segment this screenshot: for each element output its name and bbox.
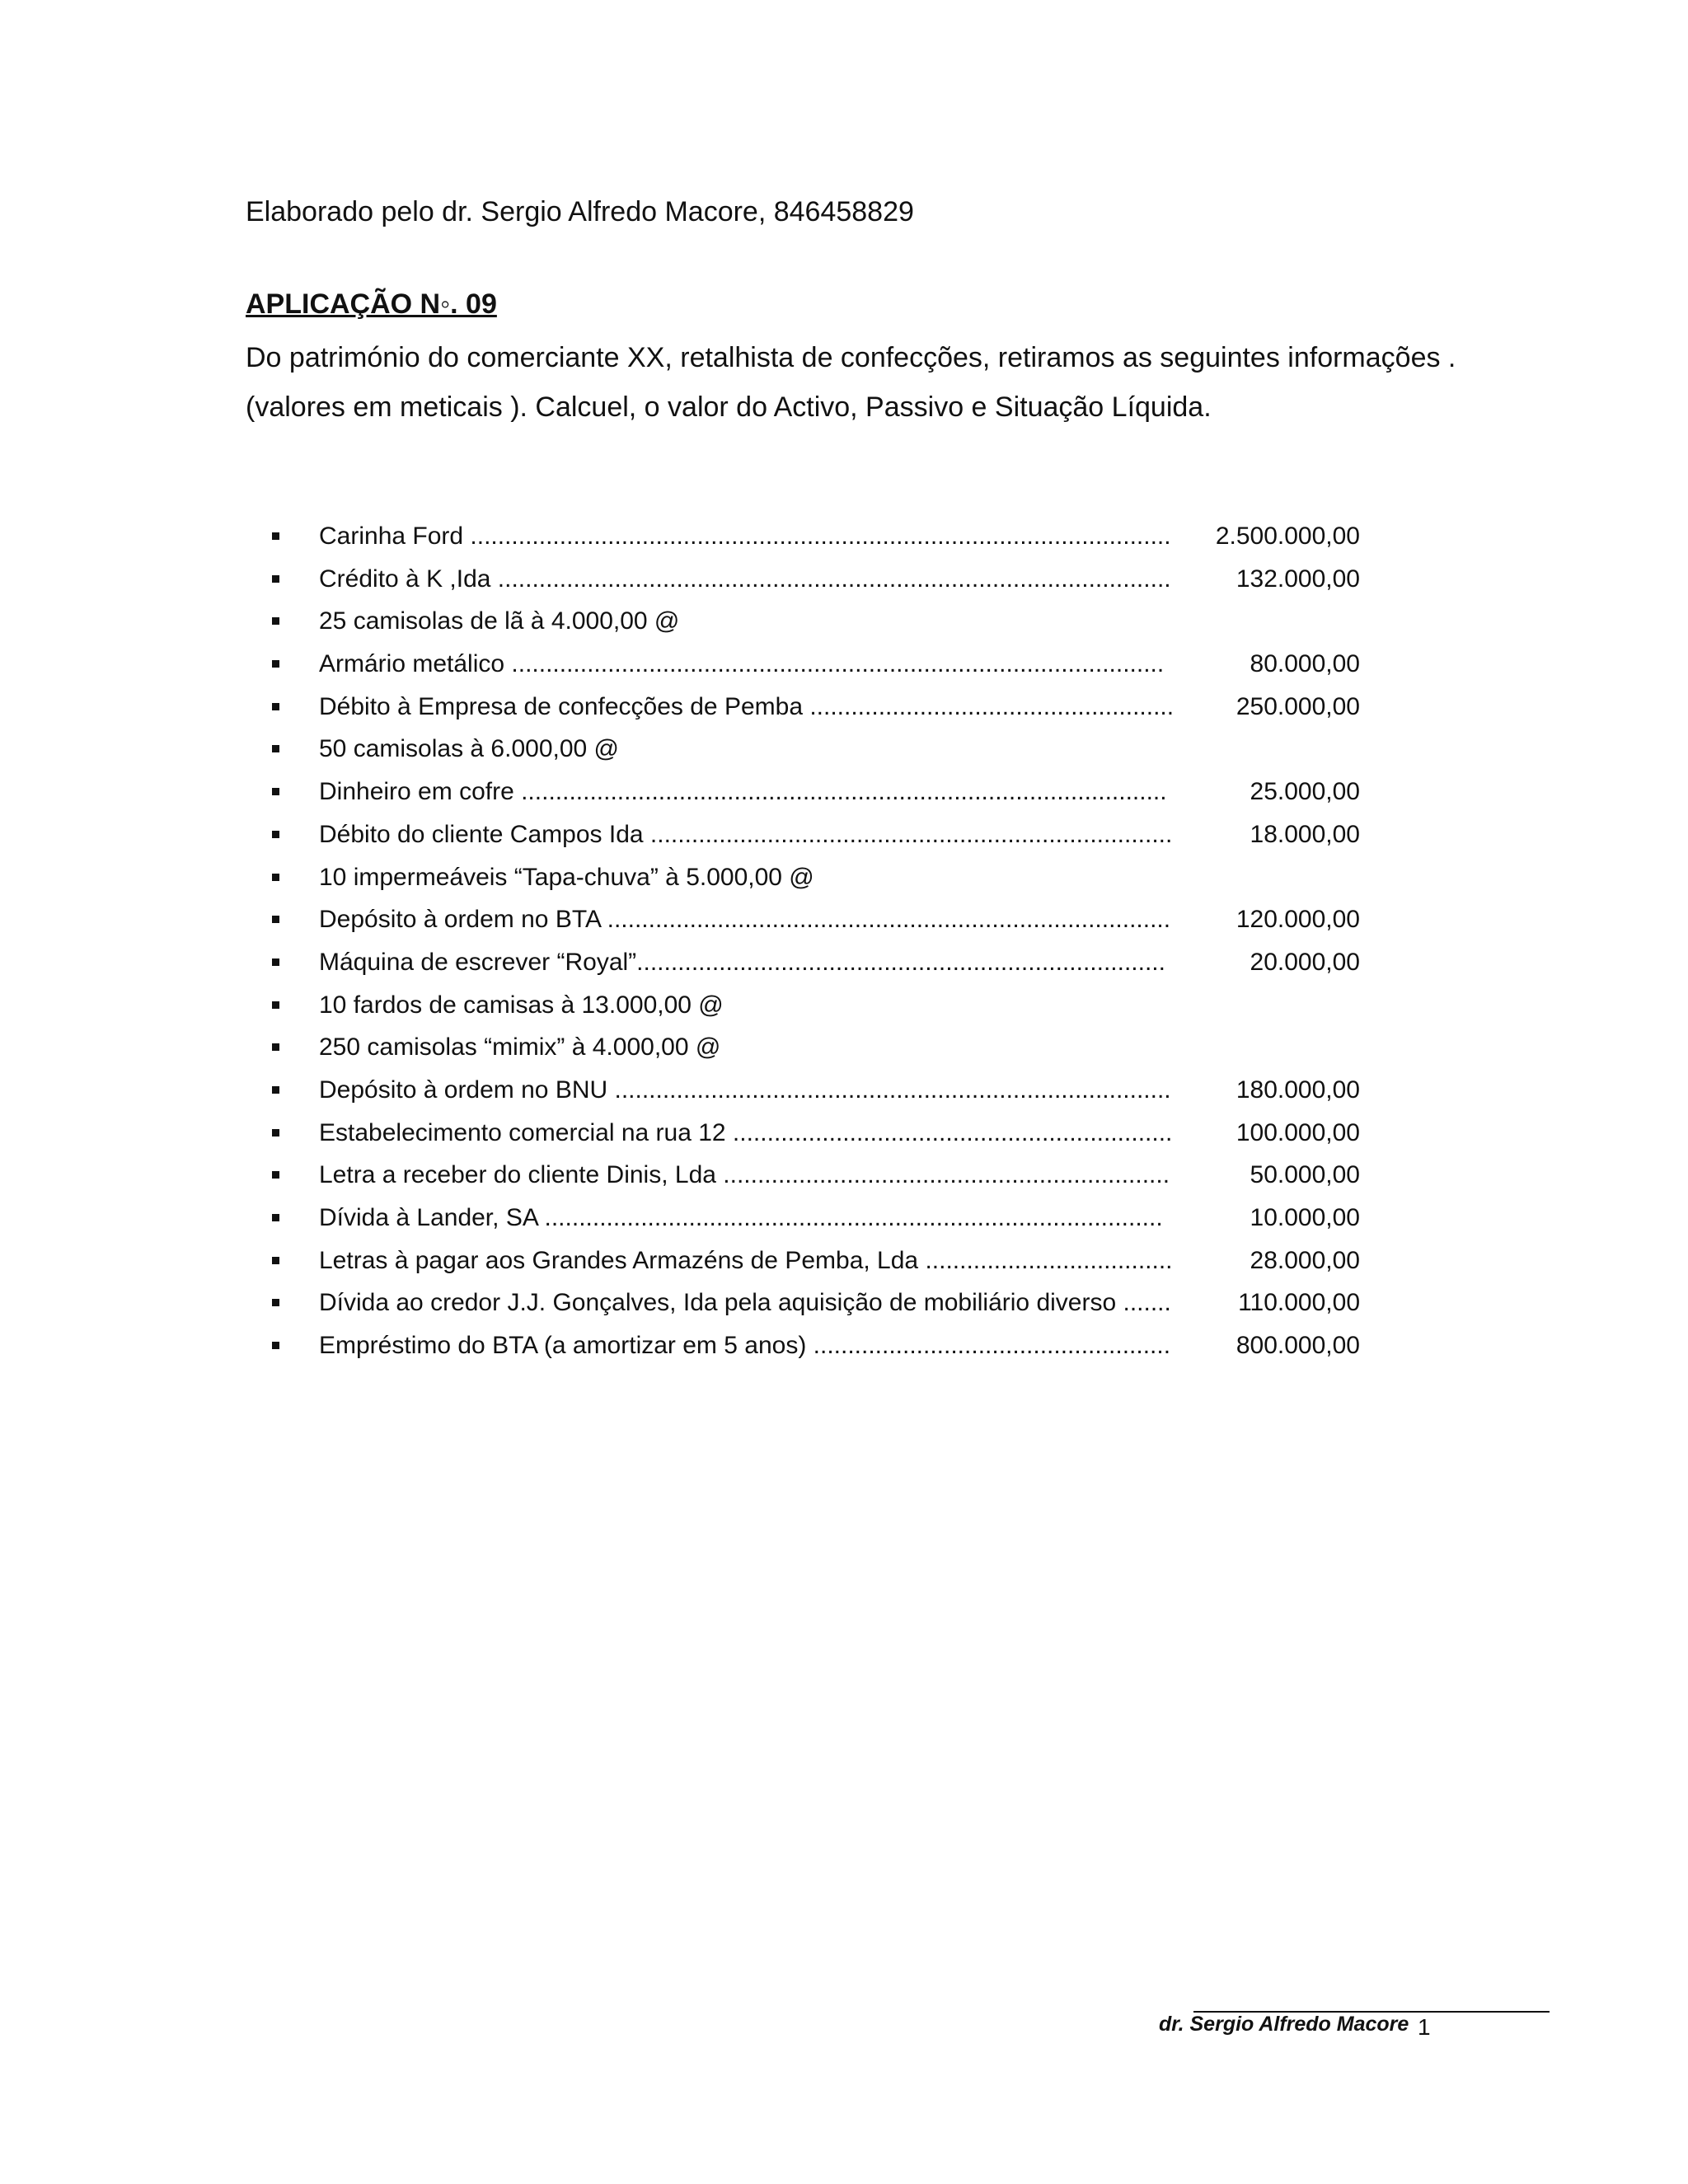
item-description: Empréstimo do BTA (a amortizar em 5 anos) .................................................... xyxy=(319,1332,1171,1360)
exercise-statement xyxy=(246,333,1456,432)
item-value: 10.000,00 xyxy=(1250,1204,1360,1231)
list-item xyxy=(272,728,1409,771)
list-item xyxy=(272,1069,1409,1112)
item-value: 20.000,00 xyxy=(1250,948,1360,976)
item-description: Dinheiro em cofre .............................................................................................. xyxy=(319,778,1167,806)
item-value: 2.500.000,00 xyxy=(1215,523,1360,550)
list-item xyxy=(272,856,1409,899)
item-description: 25 camisolas de lã à 4.000,00 @ xyxy=(319,607,680,635)
item-description: Máquina de escrever “Royal”............................................................................. xyxy=(319,948,1165,976)
item-description: Débito à Empresa de confecções de Pemba ..................................................... xyxy=(319,692,1175,720)
item-value: 80.000,00 xyxy=(1250,650,1360,678)
item-description: Dívida à Lander, SA .......................................................................................... xyxy=(319,1204,1163,1231)
list-item xyxy=(272,1282,1409,1324)
square-bullet-icon xyxy=(272,1171,279,1179)
list-item xyxy=(272,941,1409,984)
square-bullet-icon xyxy=(272,575,279,583)
list-item xyxy=(272,558,1409,601)
list-item xyxy=(272,813,1409,856)
item-description: Dívida ao credor J.J. Gonçalves, Ida pela aquisição de mobiliário diverso ....... xyxy=(319,1289,1171,1317)
item-description: Letras à pagar aos Grandes Armazéns de Pemba, Lda .................................... xyxy=(319,1246,1173,1274)
square-bullet-icon xyxy=(272,1257,279,1264)
square-bullet-icon xyxy=(272,1129,279,1137)
item-value: 180.000,00 xyxy=(1236,1076,1360,1104)
list-item xyxy=(272,1197,1409,1240)
item-description: Armário metálico ............................................................................................... xyxy=(319,650,1165,678)
statement-line-1: Do património do comerciante XX, retalhista de confecções, retiramos as seguintes informações . xyxy=(246,342,1456,373)
item-value: 25.000,00 xyxy=(1250,778,1360,806)
list-item xyxy=(272,643,1409,686)
square-bullet-icon xyxy=(272,788,279,795)
list-item xyxy=(272,686,1409,729)
list-item xyxy=(272,984,1409,1027)
item-description: 10 impermeáveis “Tapa-chuva” à 5.000,00 @ xyxy=(319,863,814,891)
square-bullet-icon xyxy=(272,1001,279,1009)
item-description: 250 camisolas “mimix” à 4.000,00 @ xyxy=(319,1033,721,1062)
item-value: 132.000,00 xyxy=(1236,565,1360,593)
square-bullet-icon xyxy=(272,660,279,668)
square-bullet-icon xyxy=(272,703,279,710)
square-bullet-icon xyxy=(272,1342,279,1349)
item-value: 100.000,00 xyxy=(1236,1118,1360,1146)
square-bullet-icon xyxy=(272,1086,279,1094)
item-description: Letra a receber do cliente Dinis, Lda ................................................................. xyxy=(319,1161,1170,1189)
square-bullet-icon xyxy=(272,958,279,966)
list-item xyxy=(272,515,1409,558)
list-item xyxy=(272,771,1409,813)
footer-author: dr. Sergio Alfredo Macore xyxy=(1159,2013,1409,2036)
square-bullet-icon xyxy=(272,1043,279,1051)
item-description: Depósito à ordem no BNU ................................................................................. xyxy=(319,1076,1171,1104)
list-item xyxy=(272,1026,1409,1069)
item-description: Carinha Ford ...................................................................................................... xyxy=(319,523,1171,550)
list-item xyxy=(272,1154,1409,1197)
square-bullet-icon xyxy=(272,1214,279,1221)
item-description: Depósito à ordem no BTA .................................................................................. xyxy=(319,906,1171,934)
list-item xyxy=(272,1240,1409,1282)
item-value: 110.000,00 xyxy=(1238,1289,1360,1317)
page-number: 1 xyxy=(1418,2014,1431,2040)
item-value: 18.000,00 xyxy=(1250,820,1360,848)
item-value: 250.000,00 xyxy=(1236,692,1360,720)
item-value: 120.000,00 xyxy=(1236,906,1360,934)
item-description: 10 fardos de camisas à 13.000,00 @ xyxy=(319,991,724,1019)
item-description: Estabelecimento comercial na rua 12 ................................................................ xyxy=(319,1118,1173,1146)
item-description: Débito do cliente Campos Ida ............................................................................ xyxy=(319,820,1173,848)
item-description: Crédito à K ,Ida .................................................................................................. xyxy=(319,565,1171,593)
square-bullet-icon xyxy=(272,617,279,625)
item-description: 50 camisolas à 6.000,00 @ xyxy=(319,735,619,763)
list-item xyxy=(272,1112,1409,1155)
asset-list xyxy=(272,515,1409,1367)
square-bullet-icon xyxy=(272,532,279,540)
square-bullet-icon xyxy=(272,916,279,923)
square-bullet-icon xyxy=(272,874,279,881)
square-bullet-icon xyxy=(272,745,279,752)
square-bullet-icon xyxy=(272,1299,279,1306)
item-value: 28.000,00 xyxy=(1250,1246,1360,1274)
list-item xyxy=(272,600,1409,643)
statement-line-2: (valores em meticais ). Calcuel, o valor do Activo, Passivo e Situação Líquida. xyxy=(246,391,1212,423)
list-item xyxy=(272,898,1409,941)
item-value: 800.000,00 xyxy=(1236,1332,1360,1360)
item-value: 50.000,00 xyxy=(1250,1161,1360,1189)
list-item xyxy=(272,1324,1409,1367)
exercise-title: APLICAÇÃO N◦. 09 xyxy=(246,288,497,320)
document-header: Elaborado pelo dr. Sergio Alfredo Macore, 846458829 xyxy=(246,196,914,227)
square-bullet-icon xyxy=(272,831,279,838)
